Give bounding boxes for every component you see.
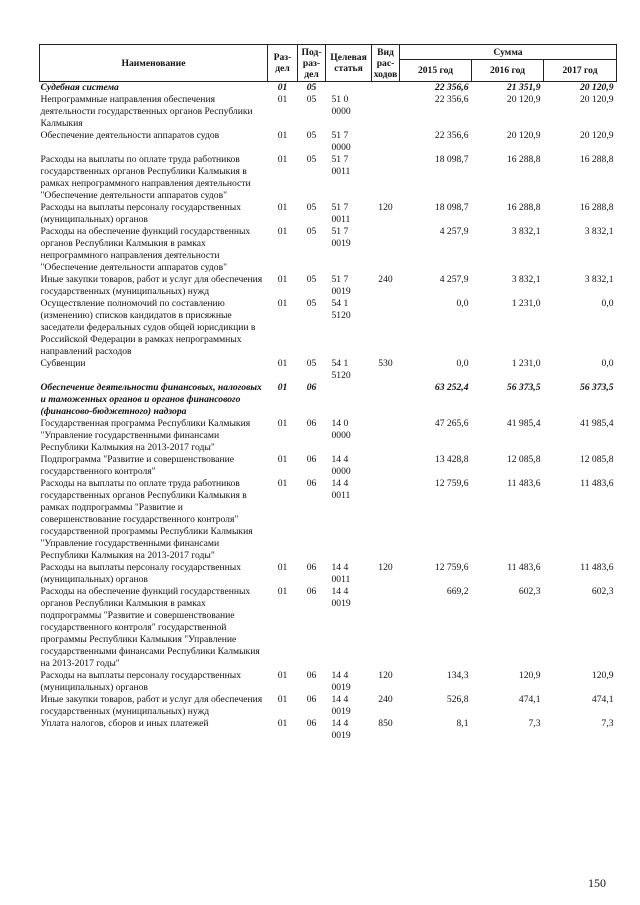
header-podrazdel: Под-раз-дел — [298, 45, 326, 82]
cell-expense-type — [372, 82, 400, 95]
cell-name: Расходы на выплаты персоналу государственных (муниципальных) органов — [40, 562, 242, 585]
table-header — [40, 45, 617, 82]
cell-name: Непрограммные направления обеспечения деятельности государственных органов Республики Калмыкия — [40, 94, 253, 129]
cell-target-article: 54 1 5120 — [331, 358, 351, 381]
cell-podrazdel: 06 — [306, 586, 317, 597]
cell-target-article: 14 4 0011 — [331, 562, 351, 585]
cell-podrazdel: 05 — [306, 298, 317, 309]
table-row — [40, 274, 617, 298]
cell-expense-type — [372, 94, 400, 130]
cell-razdel: 01 — [277, 94, 288, 105]
table-row — [40, 694, 617, 718]
cell-sum-2017: 56 373,5 — [579, 382, 614, 393]
cell-podrazdel: 05 — [306, 274, 317, 285]
table-row — [40, 298, 617, 358]
cell-razdel: 01 — [277, 82, 288, 93]
cell-target-article: 14 4 0019 — [331, 586, 351, 609]
cell-sum-2015: 0,0 — [456, 298, 469, 309]
cell-razdel: 01 — [277, 718, 288, 729]
cell-podrazdel: 06 — [306, 418, 317, 429]
cell-sum-2016: 1 231,0 — [511, 298, 541, 309]
cell-razdel: 01 — [277, 154, 288, 165]
cell-sum-2017: 602,3 — [591, 586, 614, 597]
cell-razdel: 01 — [277, 130, 288, 141]
cell-razdel: 01 — [277, 202, 288, 213]
cell-name: Расходы на обеспечение функций государственных органов Республики Калмыкия в рамках непрограммного направления деятельности "Обеспечение деятельности аппаратов судов" — [40, 226, 251, 273]
cell-sum-2017: 7,3 — [601, 718, 614, 729]
cell-expense-type — [372, 226, 400, 274]
cell-razdel: 01 — [277, 274, 288, 285]
cell-razdel: 01 — [277, 226, 288, 237]
header-razdel: Раз-дел — [268, 45, 298, 82]
cell-target-article: 14 4 0011 — [331, 478, 351, 501]
cell-sum-2016: 16 288,8 — [506, 154, 541, 165]
header-name: Наименование — [40, 45, 268, 82]
cell-sum-2017: 0,0 — [601, 298, 614, 309]
cell-podrazdel: 06 — [306, 718, 317, 729]
cell-target-article: 51 7 0000 — [331, 130, 351, 153]
cell-name: Подпрограмма "Развитие и совершенствование государственного контроля" — [40, 454, 235, 477]
table-row — [40, 418, 617, 454]
cell-target-article — [326, 82, 372, 95]
cell-razdel: 01 — [277, 562, 288, 573]
cell-sum-2016: 11 483,6 — [507, 562, 541, 573]
cell-podrazdel: 05 — [306, 94, 317, 105]
cell-razdel: 01 — [277, 298, 288, 309]
cell-sum-2017: 11 483,6 — [580, 478, 614, 489]
header-year-2017: 2017 год — [544, 60, 617, 82]
table-row — [40, 718, 617, 742]
table-row — [40, 586, 617, 670]
cell-sum-2016: 41 985,4 — [506, 418, 541, 429]
cell-sum-2015: 18 098,7 — [434, 202, 469, 213]
cell-sum-2015: 13 428,8 — [434, 454, 469, 465]
cell-target-article: 14 4 0019 — [331, 670, 351, 693]
cell-expense-type — [372, 382, 400, 418]
cell-sum-2015: 4 257,9 — [439, 226, 469, 237]
cell-expense-type: 240 — [378, 694, 393, 705]
cell-sum-2016: 120,9 — [518, 670, 541, 681]
cell-sum-2017: 3 832,1 — [584, 274, 614, 285]
cell-sum-2017: 120,9 — [591, 670, 614, 681]
cell-podrazdel: 06 — [306, 670, 317, 681]
cell-expense-type: 850 — [378, 718, 393, 729]
cell-target-article: 51 7 0011 — [331, 154, 351, 177]
cell-podrazdel: 05 — [306, 82, 317, 93]
cell-razdel: 01 — [277, 382, 288, 393]
cell-expense-type: 120 — [378, 562, 393, 573]
cell-name: Иные закупки товаров, работ и услуг для обеспечения государственных (муниципальных) нужд — [40, 274, 263, 297]
cell-podrazdel: 06 — [306, 478, 317, 489]
cell-sum-2016: 56 373,5 — [506, 382, 541, 393]
cell-sum-2015: 526,8 — [446, 694, 469, 705]
table-row — [40, 154, 617, 202]
cell-sum-2015: 669,2 — [446, 586, 469, 597]
cell-sum-2015: 0,0 — [456, 358, 469, 369]
cell-sum-2016: 1 231,0 — [511, 358, 541, 369]
cell-podrazdel: 05 — [306, 154, 317, 165]
cell-sum-2016: 20 120,9 — [506, 130, 541, 141]
cell-sum-2015: 134,3 — [446, 670, 469, 681]
cell-expense-type: 240 — [378, 274, 393, 285]
cell-razdel: 01 — [277, 358, 288, 369]
cell-sum-2016: 20 120,9 — [506, 94, 541, 105]
cell-sum-2016: 602,3 — [518, 586, 541, 597]
cell-sum-2017: 0,0 — [601, 358, 614, 369]
cell-sum-2015: 22 356,6 — [434, 82, 469, 93]
cell-sum-2016: 21 351,9 — [506, 82, 541, 93]
cell-expense-type — [372, 454, 400, 478]
cell-razdel: 01 — [277, 478, 288, 489]
cell-name: Субвенции — [40, 358, 86, 369]
table-row — [40, 130, 617, 154]
cell-sum-2017: 474,1 — [591, 694, 614, 705]
cell-sum-2017: 16 288,8 — [579, 202, 614, 213]
cell-expense-type — [372, 586, 400, 670]
cell-razdel: 01 — [277, 586, 288, 597]
cell-sum-2017: 20 120,9 — [579, 94, 614, 105]
table-row — [40, 358, 617, 382]
cell-expense-type: 120 — [378, 202, 393, 213]
table-row — [40, 226, 617, 274]
cell-name: Обеспечение деятельности аппаратов судов — [40, 130, 220, 141]
cell-expense-type — [372, 478, 400, 562]
header-target-article: Целевая статья — [326, 45, 372, 82]
cell-sum-2017: 41 985,4 — [579, 418, 614, 429]
header-expense-type: Вид рас-ходов — [372, 45, 400, 82]
cell-sum-2017: 3 832,1 — [584, 226, 614, 237]
header-year-2015: 2015 год — [400, 60, 472, 82]
cell-podrazdel: 05 — [306, 130, 317, 141]
cell-target-article: 51 7 0019 — [331, 274, 351, 297]
table-body — [40, 82, 617, 743]
cell-podrazdel: 05 — [306, 202, 317, 213]
budget-table — [39, 44, 617, 742]
cell-name: Расходы на выплаты персоналу государственных (муниципальных) органов — [40, 670, 242, 693]
cell-expense-type: 120 — [378, 670, 393, 681]
cell-podrazdel: 06 — [306, 694, 317, 705]
cell-target-article: 54 1 5120 — [331, 298, 351, 321]
cell-sum-2015: 47 265,6 — [434, 418, 469, 429]
cell-name: Государственная программа Республики Калмыкия "Управление государственными финансами Республики Калмыкия на 2013-2017 годы" — [40, 418, 251, 453]
cell-sum-2015: 12 759,6 — [434, 478, 469, 489]
cell-expense-type — [372, 154, 400, 202]
cell-razdel: 01 — [277, 454, 288, 465]
cell-name: Иные закупки товаров, работ и услуг для обеспечения государственных (муниципальных) нужд — [40, 694, 263, 717]
cell-sum-2017: 20 120,9 — [579, 82, 614, 93]
cell-sum-2015: 18 098,7 — [434, 154, 469, 165]
table-row — [40, 454, 617, 478]
cell-razdel: 01 — [277, 670, 288, 681]
cell-podrazdel: 06 — [306, 562, 317, 573]
table-row — [40, 478, 617, 562]
cell-sum-2015: 22 356,6 — [434, 130, 469, 141]
cell-sum-2015: 63 252,4 — [434, 382, 469, 393]
table-row — [40, 94, 617, 130]
cell-name: Расходы на обеспечение функций государственных органов Республики Калмыкия в рамках подпрограммы "Развитие и совершенствование государственного контроля" государственной программы Республики Калмыкия "Управление государственными финансами Республики Калмыкия на 2013-2017 годы" — [40, 586, 260, 669]
header-sum: Сумма — [400, 45, 617, 60]
cell-name: Расходы на выплаты по оплате труда работников государственных органов Республики Калмыкия в рамках подпрограммы "Развитие и совершенствование государственного контроля" государственной программы Республики Калмыкия "Управление государственными финансами Республики Калмыкия на 2013-2017 годы" — [40, 478, 253, 561]
cell-sum-2015: 22 356,6 — [434, 94, 469, 105]
cell-sum-2016: 11 483,6 — [507, 478, 541, 489]
cell-sum-2015: 12 759,6 — [434, 562, 469, 573]
cell-sum-2016: 7,3 — [528, 718, 541, 729]
cell-podrazdel: 06 — [306, 454, 317, 465]
cell-razdel: 01 — [277, 694, 288, 705]
cell-name: Расходы на выплаты по оплате труда работников государственных органов Республики Калмыкия в рамках непрограммного направления деятельности "Обеспечение деятельности аппаратов судов" — [40, 154, 251, 201]
cell-sum-2015: 4 257,9 — [439, 274, 469, 285]
cell-sum-2016: 12 085,8 — [506, 454, 541, 465]
header-year-2016: 2016 год — [472, 60, 544, 82]
cell-expense-type — [372, 298, 400, 358]
cell-sum-2017: 12 085,8 — [579, 454, 614, 465]
cell-sum-2016: 3 832,1 — [511, 274, 541, 285]
page-number: 150 — [588, 876, 606, 890]
cell-target-article: 14 0 0000 — [331, 418, 351, 441]
cell-expense-type: 530 — [378, 358, 393, 369]
cell-target-article: 51 7 0011 — [331, 202, 351, 225]
table-row — [40, 670, 617, 694]
cell-razdel: 01 — [277, 418, 288, 429]
cell-podrazdel: 06 — [306, 382, 317, 393]
cell-sum-2016: 474,1 — [518, 694, 541, 705]
cell-sum-2015: 8,1 — [456, 718, 469, 729]
cell-target-article: 51 7 0019 — [331, 226, 351, 249]
cell-expense-type — [372, 418, 400, 454]
cell-target-article: 14 4 0000 — [331, 454, 351, 477]
cell-target-article — [326, 382, 372, 418]
cell-name: Судебная система — [40, 82, 119, 93]
cell-target-article: 51 0 0000 — [331, 94, 351, 117]
cell-name: Осуществление полномочий по составлению (изменению) списков кандидатов в присяжные заседатели федеральных судов общей юрисдикции в Российской Федерации в рамках непрограммных направлений расходов — [40, 298, 256, 357]
cell-sum-2016: 16 288,8 — [506, 202, 541, 213]
cell-sum-2017: 11 483,6 — [580, 562, 614, 573]
cell-target-article: 14 4 0019 — [331, 694, 351, 717]
cell-sum-2016: 3 832,1 — [511, 226, 541, 237]
cell-name: Расходы на выплаты персоналу государственных (муниципальных) органов — [40, 202, 242, 225]
cell-podrazdel: 05 — [306, 226, 317, 237]
cell-target-article: 14 4 0019 — [331, 718, 351, 741]
cell-podrazdel: 05 — [306, 358, 317, 369]
section-row — [40, 82, 617, 95]
table-row — [40, 202, 617, 226]
section-row — [40, 382, 617, 418]
cell-name: Уплата налогов, сборов и иных платежей — [40, 718, 209, 729]
cell-name: Обеспечение деятельности финансовых, налоговых и таможенных органов и органов финансового (финансово-бюджетного) надзора — [40, 382, 262, 417]
cell-expense-type — [372, 130, 400, 154]
cell-sum-2017: 20 120,9 — [579, 130, 614, 141]
table-row — [40, 562, 617, 586]
cell-sum-2017: 16 288,8 — [579, 154, 614, 165]
